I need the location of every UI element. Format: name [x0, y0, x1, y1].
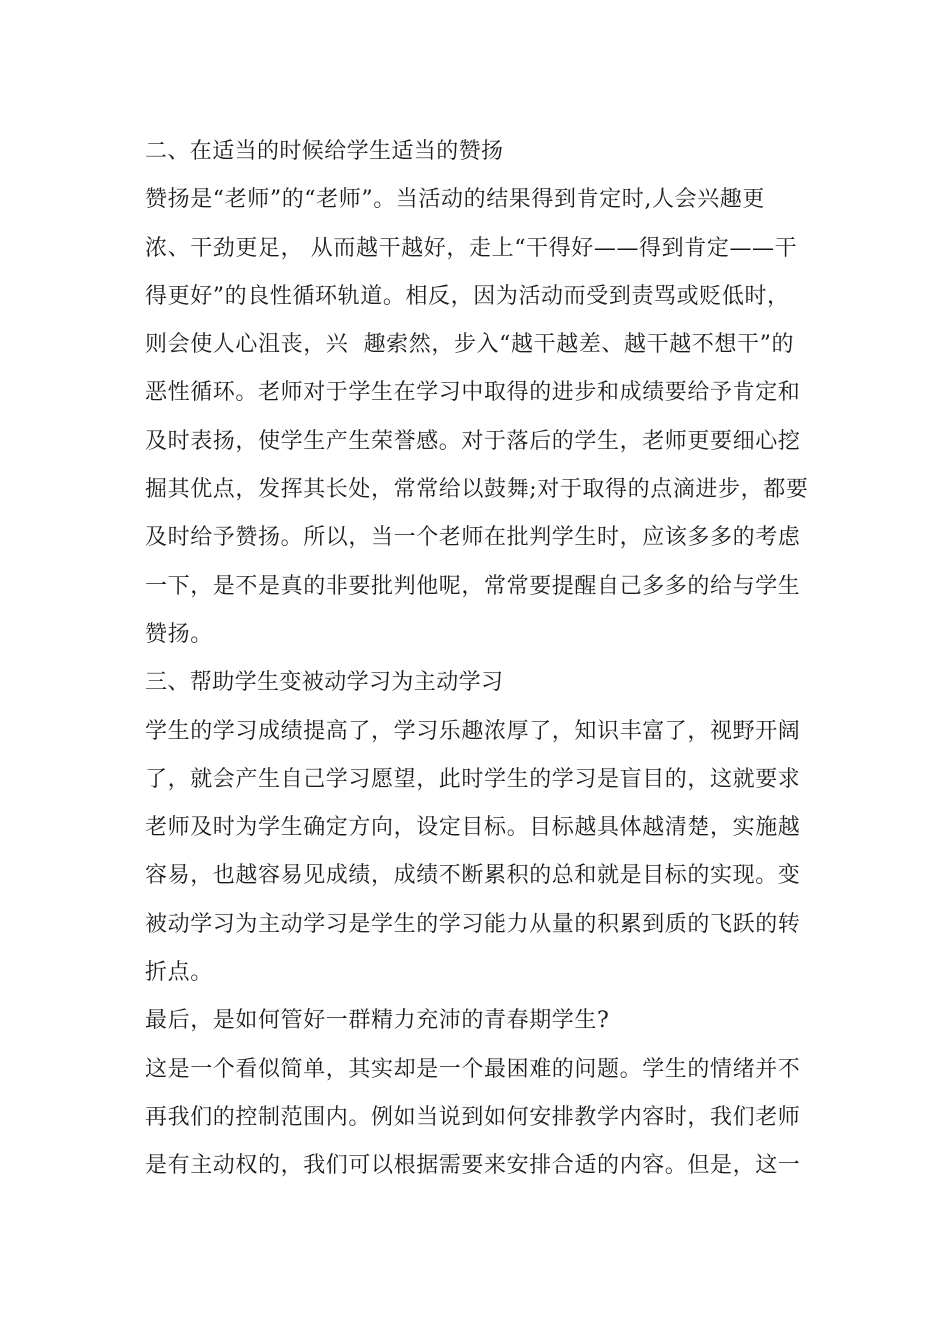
paragraph-line: 及时给予赞扬。所以，当一个老师在批判学生时，应该多多的考虑 [145, 525, 801, 551]
paragraph-line: 老师及时为学生确定方向，设定目标。目标越具体越清楚，实施越 [145, 815, 801, 841]
paragraph-line: 容易，也越容易见成绩，成绩不断累积的总和就是目标的实现。变 [145, 863, 801, 889]
paragraph-line: 浓、干劲更足， 从而越干越好，走上“干得好——得到肯定——干 [145, 235, 798, 261]
paragraph-line: 及时表扬，使学生产生荣誉感。对于落后的学生，老师更要细心挖 [145, 428, 801, 454]
question-line: 最后，是如何管好一群精力充沛的青春期学生? [145, 1008, 610, 1034]
paragraph-line: 赞扬。 [145, 621, 213, 647]
paragraph-line: 学生的学习成绩提高了，学习乐趣浓厚了，知识丰富了，视野开阔 [145, 718, 801, 744]
paragraph-line: 了，就会产生自己学习愿望，此时学生的学习是盲目的，这就要求 [145, 766, 801, 792]
section-heading-2: 二、在适当的时候给学生适当的赞扬 [145, 139, 504, 164]
paragraph-line: 恶性循环。老师对于学生在学习中取得的进步和成绩要给予肯定和 [145, 380, 801, 406]
document-body [145, 128, 810, 1191]
paragraph-line: 折点。 [145, 960, 213, 986]
paragraph-line: 是有主动权的，我们可以根据需要来安排合适的内容。但是，这一 [145, 1153, 801, 1179]
paragraph-line: 掘其优点，发挥其长处，常常给以鼓舞;对于取得的点滴进步，都要 [145, 477, 809, 503]
paragraph-line: 再我们的控制范围内。例如当说到如何安排教学内容时，我们老师 [145, 1104, 801, 1130]
paragraph-line: 被动学习为主动学习是学生的学习能力从量的积累到质的飞跃的转 [145, 911, 801, 937]
section-heading-3: 三、帮助学生变被动学习为主动学习 [145, 670, 504, 696]
paragraph-line: 赞扬是“老师”的“老师”。当活动的结果得到肯定时,人会兴趣更 [145, 187, 765, 213]
paragraph-line: 一下，是不是真的非要批判他呢，常常要提醒自己多多的给与学生 [145, 573, 801, 599]
paragraph-line: 这是一个看似简单，其实却是一个最困难的问题。学生的情绪并不 [145, 1056, 801, 1082]
paragraph-line: 得更好”的良性循环轨道。相反，因为活动而受到责骂或贬低时， [145, 283, 790, 309]
paragraph-line: 则会使人心沮丧，兴 趣索然，步入“越干越差、越干越不想干”的 [145, 332, 795, 358]
